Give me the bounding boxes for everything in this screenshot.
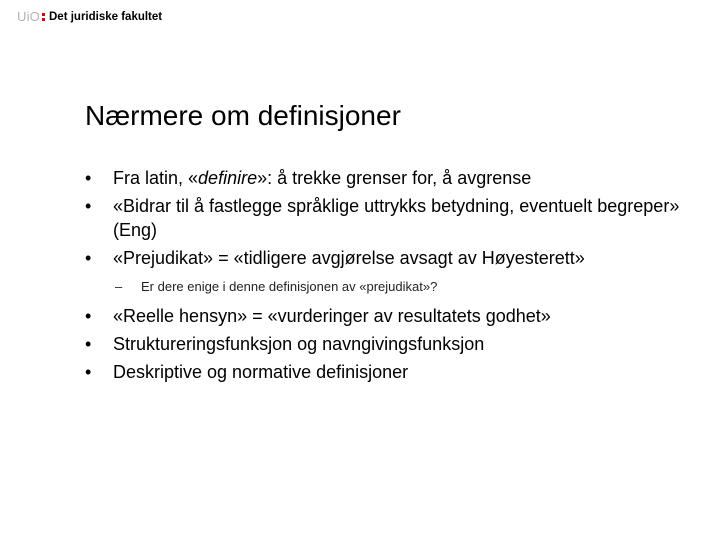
bullet-text: Deskriptive og normative definisjoner [113, 362, 409, 382]
sub-bullet-item [85, 278, 685, 296]
bullet-text: Struktureringsfunksjon og navngivingsfunksjon [113, 334, 485, 354]
bullet-text: «Reelle hensyn» = «vurderinger av resultatets godhet» [113, 306, 551, 326]
bullet-item [85, 194, 685, 242]
uio-logo-text: UiO [17, 9, 40, 24]
sub-bullet-marker: – [115, 279, 123, 294]
bullet-item [85, 246, 685, 270]
bullet-item [85, 166, 685, 190]
bullet-text-post: »: å trekke grenser for, å avgrense [257, 168, 532, 188]
bullet-text-pre: Fra latin, « [113, 168, 199, 188]
bullet-marker: • [85, 362, 92, 382]
faculty-header [17, 10, 162, 24]
bullet-marker: • [85, 248, 92, 268]
bullet-text-emphasis: definire [198, 168, 258, 188]
bullet-marker: • [85, 168, 92, 188]
slide-title: Nærmere om definisjoner [85, 100, 401, 131]
bullet-marker: • [85, 334, 92, 354]
bullet-item [85, 304, 685, 328]
bullet-marker: • [85, 306, 92, 326]
faculty-name: Det juridiske fakultet [49, 11, 163, 23]
bullet-text: «Prejudikat» = «tidligere avgjørelse avsagt av Høyesterett» [113, 248, 585, 268]
bullet-marker: • [85, 196, 92, 216]
bullet-list [85, 166, 685, 388]
bullet-text: «Bidrar til å fastlegge språklige uttrykks betydning, eventuelt begreper» (Eng) [113, 196, 680, 240]
sub-bullet-text: Er dere enige i denne definisjonen av «prejudikat»? [141, 279, 438, 294]
bullet-item [85, 360, 685, 384]
uio-logo-mark [42, 11, 45, 23]
bullet-item [85, 332, 685, 356]
